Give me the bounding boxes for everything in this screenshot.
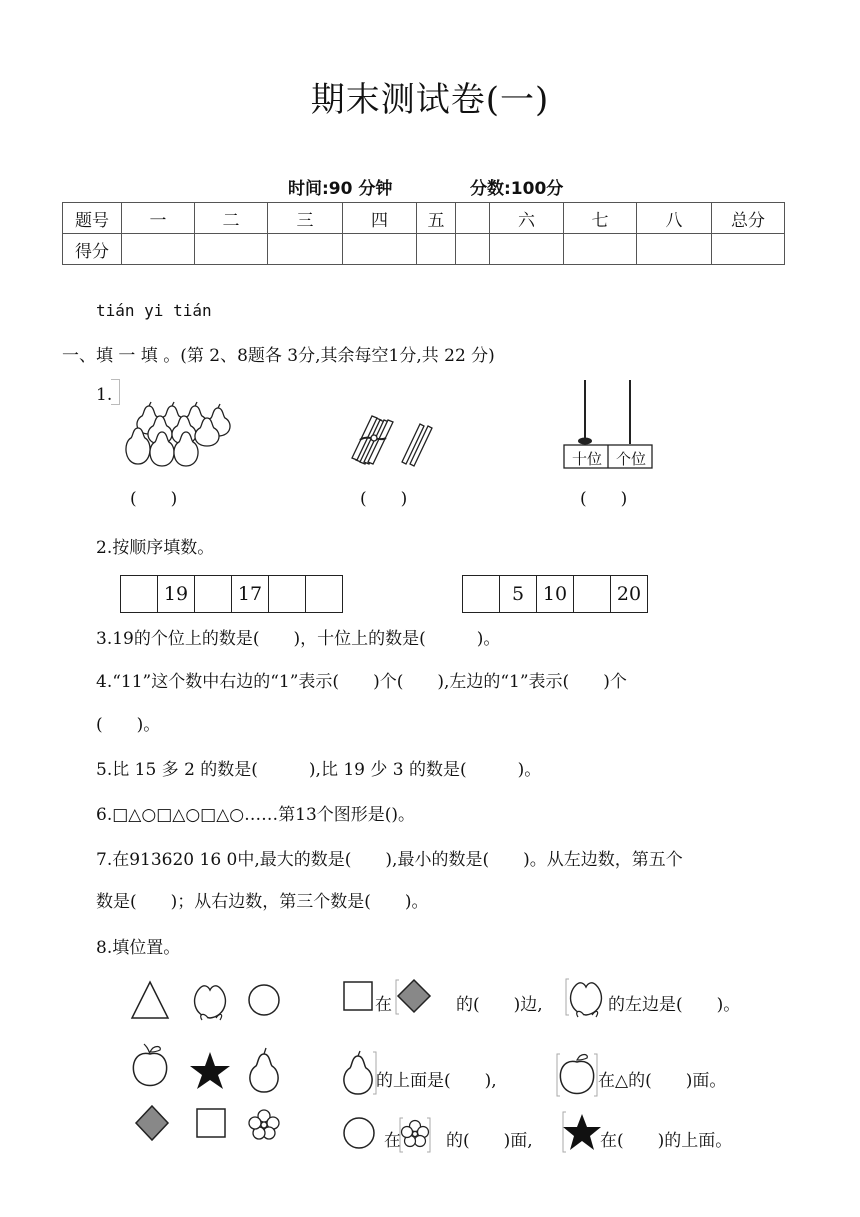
question-6-text: 6.□△○□△○□△○……第13个图形是()。 — [96, 805, 416, 825]
score-cell[interactable] — [490, 234, 564, 265]
star-icon — [190, 1052, 230, 1089]
row-label: 得分 — [63, 234, 122, 265]
score-cell[interactable] — [564, 234, 637, 265]
header-cell: 一 — [122, 203, 195, 234]
score-table — [62, 202, 785, 265]
q8-row3-text-c: 在( )的上面。 — [600, 1131, 733, 1151]
score-cell[interactable] — [122, 234, 195, 265]
q8-row1-text-c: 的左边是( )。 — [608, 995, 741, 1015]
answer-blank[interactable]: ( ) — [360, 489, 408, 509]
score-cell[interactable] — [712, 234, 785, 265]
header-cell: 三 — [268, 203, 343, 234]
header-cell — [456, 203, 490, 234]
sequence-cell[interactable] — [305, 576, 342, 612]
score-table-score-row — [63, 234, 785, 265]
exam-score: 分数:100分 — [470, 179, 564, 199]
answer-blank[interactable]: ( ) — [580, 489, 628, 509]
frame-mark — [111, 379, 120, 405]
diamond-icon — [136, 1106, 168, 1140]
q8-row1-text-a: 在 — [375, 995, 392, 1015]
flower-icon — [249, 1110, 279, 1139]
header-cell: 四 — [343, 203, 417, 234]
question-1-number: 1. — [96, 385, 113, 405]
sequence-cell: 10 — [536, 576, 573, 612]
sequence-cell: 17 — [231, 576, 268, 612]
sequence-cell: 5 — [499, 576, 536, 612]
header-cell: 八 — [637, 203, 712, 234]
score-cell[interactable] — [417, 234, 456, 265]
square-icon — [344, 982, 372, 1010]
apple-icon — [133, 1044, 166, 1086]
question-4-line-1: 4.“11”这个数中右边的“1”表示( )个( ),左边的“1”表示( )个 — [96, 672, 627, 692]
question-4-line-2: ( )。 — [96, 715, 161, 735]
circle-icon — [342, 1116, 378, 1152]
question-7-line-2: 数是( )；从右边数，第三个数是( )。 — [96, 892, 429, 912]
exam-time: 时间:90 分钟 — [288, 179, 393, 199]
square-icon — [197, 1109, 225, 1137]
abacus-tens-label: 十位 — [571, 450, 602, 468]
header-cell: 总分 — [712, 203, 785, 234]
peach-icon — [564, 975, 606, 1021]
pear-icon — [340, 1050, 380, 1098]
header-cell: 五 — [417, 203, 456, 234]
position-grid — [128, 978, 288, 1148]
number-sequence-2 — [462, 575, 648, 613]
sequence-cell[interactable] — [463, 576, 499, 612]
diamond-icon — [398, 980, 430, 1012]
question-8-text: 8.填位置。 — [96, 938, 181, 958]
apple-icon — [555, 1052, 599, 1098]
sequence-cell: 19 — [157, 576, 194, 612]
score-table-header-row — [63, 203, 785, 234]
question-7-line-1: 7.在913620 16 0中,最大的数是( ),最小的数是( )。从左边数，第五个 — [96, 850, 683, 870]
question-2-text: 2.按顺序填数。 — [96, 538, 215, 558]
sequence-cell: 20 — [610, 576, 647, 612]
question-3-text: 3.19的个位上的数是( )，十位上的数是( )。 — [96, 629, 501, 649]
score-cell[interactable] — [268, 234, 343, 265]
answer-blank[interactable]: ( ) — [130, 489, 178, 509]
number-sequence-1 — [120, 575, 343, 613]
pear-icon — [250, 1048, 278, 1092]
header-cell: 题号 — [63, 203, 122, 234]
sequence-cell[interactable] — [268, 576, 305, 612]
star-icon — [562, 1112, 602, 1154]
score-cell[interactable] — [195, 234, 268, 265]
sequence-cell[interactable] — [573, 576, 610, 612]
header-cell: 七 — [564, 203, 637, 234]
question-5-text: 5.比 15 多 2 的数是( ),比 19 少 3 的数是( )。 — [96, 760, 542, 780]
q8-row3-text-a: 在 — [384, 1131, 401, 1151]
section-pinyin: tián yi tián — [96, 301, 212, 320]
page-title: 期末测试卷(一) — [310, 80, 550, 120]
q8-row2-text-a: 的上面是( ), — [376, 1071, 497, 1091]
abacus-ones-label: 个位 — [615, 450, 646, 468]
header-cell: 六 — [490, 203, 564, 234]
score-cell[interactable] — [343, 234, 417, 265]
triangle-icon — [132, 982, 168, 1018]
sequence-cell[interactable] — [121, 576, 157, 612]
flower-icon — [400, 1116, 434, 1154]
section-heading: 一、填 一 填 。(第 2、8题各 3分,其余每空1分,共 22 分) — [62, 346, 495, 366]
sticks-bundle-icon — [350, 412, 430, 470]
q8-row3-text-b: 的( )面, — [446, 1131, 533, 1151]
score-cell[interactable] — [456, 234, 490, 265]
score-cell[interactable] — [637, 234, 712, 265]
header-cell: 二 — [195, 203, 268, 234]
peach-icon — [195, 986, 226, 1020]
q8-row2-text-b: 在△的( )面。 — [598, 1071, 727, 1091]
q8-row1-text-b: 的( )边, — [456, 995, 543, 1015]
circle-icon — [249, 985, 279, 1015]
pears-icon — [122, 402, 226, 470]
sequence-cell[interactable] — [194, 576, 231, 612]
